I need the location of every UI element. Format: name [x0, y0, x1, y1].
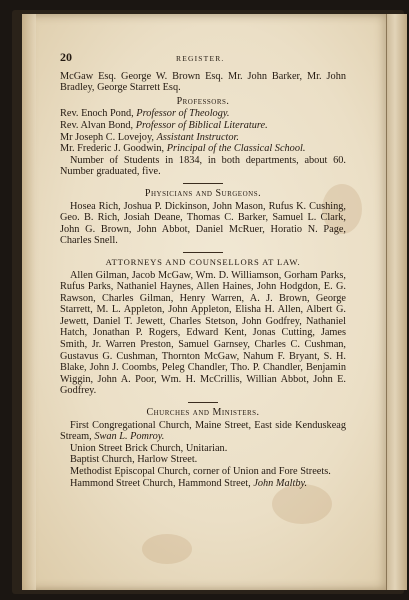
professor-entry: Rev. Alvan Bond, Professor of Biblical Literature.	[60, 119, 268, 131]
church-entry: First Congregational Church, Maine Street, East side Kenduskeag Stream, Swan L. Pomroy.	[60, 419, 346, 443]
section-divider	[183, 252, 223, 253]
physicians-heading: Physicians and Surgeons.	[144, 187, 262, 199]
page-text	[60, 52, 346, 489]
foxing-stain	[272, 484, 332, 524]
church-entry: Hammond Street Church, Hammond Street, John Maltby.	[70, 477, 308, 489]
church-entry: Baptist Church, Harlow Street.	[70, 454, 198, 466]
foxing-stain	[142, 534, 192, 564]
page-gutter	[22, 14, 36, 590]
professor-entry: Mr. Frederic J. Goodwin, Principal of the Classical School.	[60, 143, 306, 155]
physicians-list: Hosea Rich, Joshua P. Dickinson, John Mason, Rufus K. Cushing, Geo. B. Rich, Josiah Deane, Thomas C. Barker, Samuel L. Clark, John G. Brown, John Abbot, Daniel McRuer, Horatio N. Page, Charles Snell.	[60, 200, 346, 247]
facing-page-edge	[386, 14, 407, 590]
page-header	[60, 52, 346, 65]
attorneys-heading: ATTORNEYS AND COUNSELLORS AT LAW.	[105, 256, 301, 267]
church-entry: Methodist Episcopal Church, corner of Union and Fore Streets.	[70, 466, 331, 477]
professors-heading: Professors.	[176, 95, 230, 107]
professor-entry: Mr Joseph C. Lovejoy, Assistant Instructor.	[60, 131, 239, 143]
church-entry: Union Street Brick Church, Unitarian.	[70, 442, 228, 454]
churches-heading: Churches and Ministers.	[146, 407, 260, 419]
intro-paragraph: McGaw Esq. George W. Brown Esq. Mr. John Barker, Mr. John Bradley, George Starrett Esq.	[60, 70, 346, 94]
section-divider	[183, 183, 223, 184]
attorneys-list: Allen Gilman, Jacob McGaw, Wm. D. Williamson, Gorham Parks, Rufus Parks, Nathaniel Haynes, Allen Haines, John Hodgdon, E. G. Rawson, Charles Gilman, Henry Warren, A. J. Brown, George Starrett, M. L. Appleton, John Appleton, Elisha H. Allen, Albert G. Jewett, Daniel T. Jewett, Charles Stetson, John Godfrey, Nathaniel Hatch, Jonathan P. Rogers, Edward Kent, Jonas Cutting, James Smith, Jr. Warren Preston, Samuel Garnsey, Charles C. Cushman, Gustavus G. Cushman, Thornton McGaw, Nahum F. Bryant, S. H. Blake, John J. Coombs, Peleg Chandler, Tho. P. Chandler, Benjamin Wiggin, John A. Poor, Wm. H. McCrillis, Willian Abbot, John E. Godfrey.	[60, 269, 346, 397]
students-paragraph: Number of Students in 1834, in both departments, about 60. Number graduated, five.	[60, 154, 346, 178]
page-number: 20	[60, 50, 72, 64]
section-divider	[188, 402, 218, 403]
running-head: REGISTER.	[176, 54, 225, 63]
professor-entry: Rev. Enoch Pond, Professor of Theology.	[60, 108, 230, 120]
